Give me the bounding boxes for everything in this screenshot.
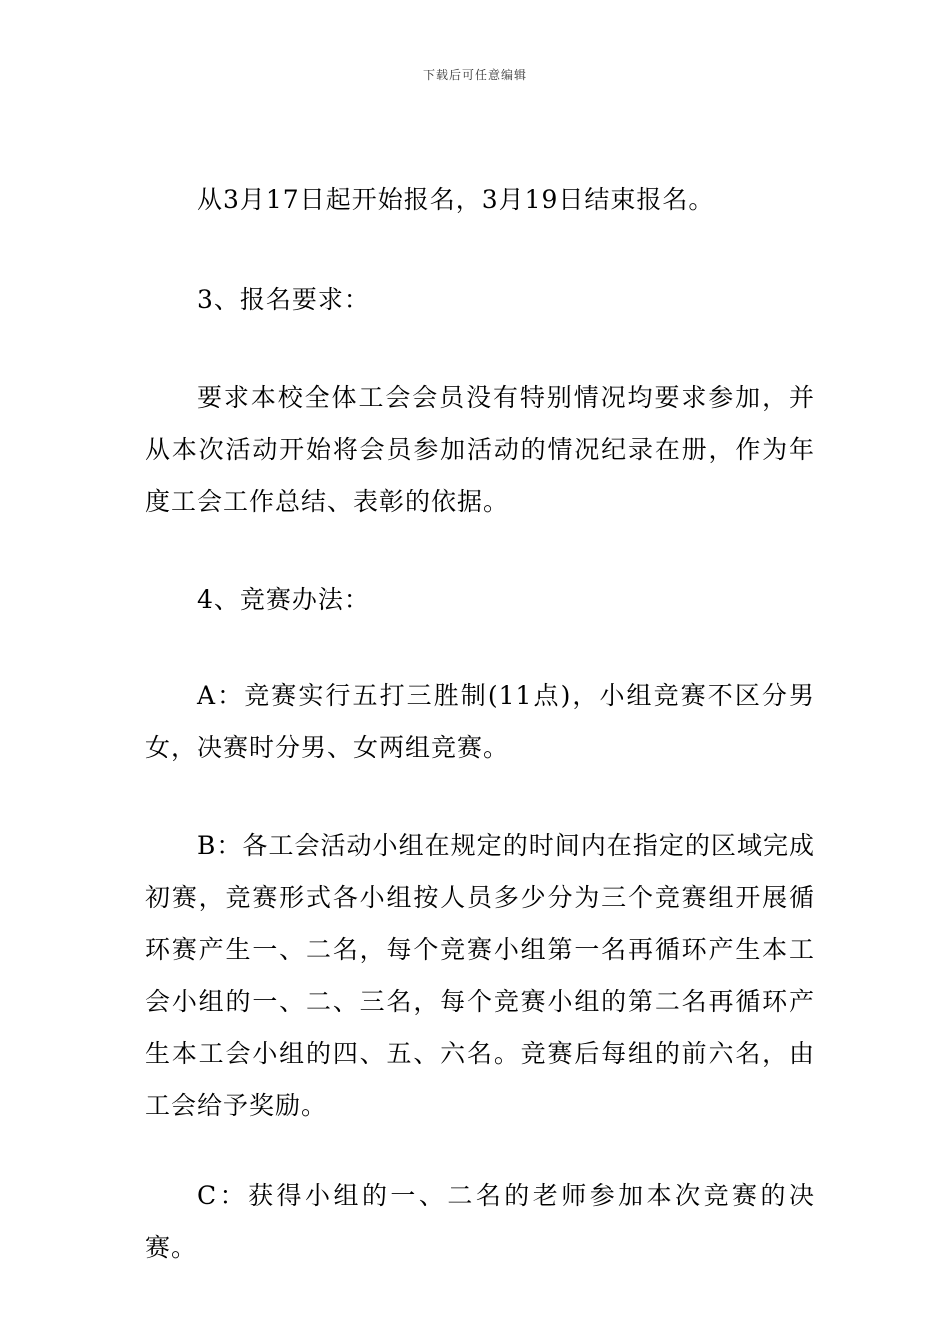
- paragraph-rule-b: B：各工会活动小组在规定的时间内在指定的区域完成初赛，竞赛形式各小组按人员多少分为三个竞赛组开展循环赛产生一、二名，每个竞赛小组第一名再循环产生本工会小组的一、二、三名，每个竞赛小组的第二名再循环产生本工会小组的四、五、六名。竞赛后每组的前六名，由工会给予奖励。: [145, 831, 815, 1120]
- header-note: 下载后可任意编辑: [422, 68, 527, 82]
- paragraph-rule-a: A：竞赛实行五打三胜制(11点)，小组竞赛不区分男女，决赛时分男、女两组竞赛。: [145, 681, 815, 762]
- paragraph-requirements-detail: 要求本校全体工会会员没有特别情况均要求参加，并从本次活动开始将会员参加活动的情况纪录在册，作为年度工会工作总结、表彰的依据。: [145, 383, 815, 516]
- heading-competition-rules: 4、竞赛办法：: [197, 585, 370, 614]
- heading-registration-requirements: 3、报名要求：: [197, 285, 370, 314]
- paragraph-registration-dates: 从3月17日起开始报名，3月19日结束报名。: [197, 185, 715, 214]
- paragraph-rule-c: C：获得小组的一、二名的老师参加本次竞赛的决赛。: [145, 1181, 815, 1262]
